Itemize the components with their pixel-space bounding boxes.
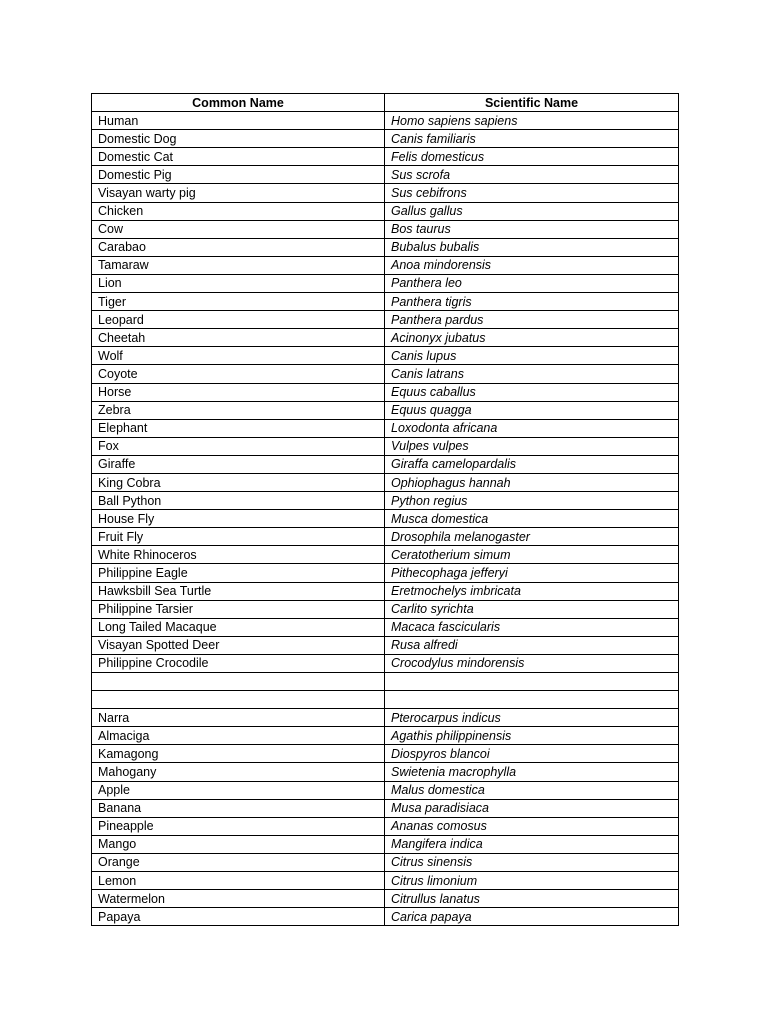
- table-row: [92, 872, 679, 890]
- common-name-cell: Elephant: [92, 419, 385, 437]
- common-name-cell: Cow: [92, 220, 385, 238]
- scientific-name-cell: Ophiophagus hannah: [385, 473, 679, 491]
- scientific-name-cell: Mangifera indica: [385, 835, 679, 853]
- scientific-name-cell: Panthera leo: [385, 274, 679, 292]
- table-row: [92, 600, 679, 618]
- scientific-name-cell: Citrus limonium: [385, 872, 679, 890]
- common-name-cell: Wolf: [92, 347, 385, 365]
- common-name-cell: Visayan Spotted Deer: [92, 636, 385, 654]
- common-name-cell: Narra: [92, 709, 385, 727]
- header-common-name: Common Name: [92, 94, 385, 112]
- common-name-cell: [92, 673, 385, 691]
- common-name-cell: Human: [92, 112, 385, 130]
- scientific-name-cell: Musca domestica: [385, 510, 679, 528]
- table-row: [92, 492, 679, 510]
- scientific-name-cell: Bubalus bubalis: [385, 238, 679, 256]
- scientific-name-cell: Citrullus lanatus: [385, 890, 679, 908]
- table-row: [92, 148, 679, 166]
- table-row: [92, 908, 679, 926]
- scientific-name-cell: Pterocarpus indicus: [385, 709, 679, 727]
- table-row: [92, 510, 679, 528]
- table-row: [92, 673, 679, 691]
- common-name-cell: [92, 691, 385, 709]
- common-name-cell: Lemon: [92, 872, 385, 890]
- scientific-name-cell: Ceratotherium simum: [385, 546, 679, 564]
- common-name-cell: Tiger: [92, 293, 385, 311]
- scientific-name-cell: Equus caballus: [385, 383, 679, 401]
- table-row: [92, 546, 679, 564]
- common-name-cell: Zebra: [92, 401, 385, 419]
- common-name-cell: Chicken: [92, 202, 385, 220]
- table-row: [92, 274, 679, 292]
- scientific-name-cell: Equus quagga: [385, 401, 679, 419]
- table-row: [92, 691, 679, 709]
- table-row: [92, 202, 679, 220]
- table-row: [92, 528, 679, 546]
- table-row: [92, 853, 679, 871]
- table-body: [92, 112, 679, 926]
- scientific-name-cell: Acinonyx jubatus: [385, 329, 679, 347]
- scientific-name-cell: Drosophila melanogaster: [385, 528, 679, 546]
- table-row: [92, 437, 679, 455]
- table-row: [92, 184, 679, 202]
- scientific-name-cell: Eretmochelys imbricata: [385, 582, 679, 600]
- common-name-cell: Papaya: [92, 908, 385, 926]
- scientific-name-cell: Ananas comosus: [385, 817, 679, 835]
- scientific-name-cell: Sus cebifrons: [385, 184, 679, 202]
- scientific-name-cell: Pithecophaga jefferyi: [385, 564, 679, 582]
- table-row: [92, 383, 679, 401]
- table-header-row: [92, 94, 679, 112]
- common-name-cell: Philippine Eagle: [92, 564, 385, 582]
- scientific-name-cell: Bos taurus: [385, 220, 679, 238]
- common-name-cell: Apple: [92, 781, 385, 799]
- scientific-name-cell: Loxodonta africana: [385, 419, 679, 437]
- common-name-cell: Leopard: [92, 311, 385, 329]
- scientific-name-cell: Swietenia macrophylla: [385, 763, 679, 781]
- scientific-name-cell: Sus scrofa: [385, 166, 679, 184]
- common-name-cell: Fruit Fly: [92, 528, 385, 546]
- scientific-name-cell: Panthera pardus: [385, 311, 679, 329]
- scientific-name-cell: Canis familiaris: [385, 130, 679, 148]
- scientific-name-cell: Canis latrans: [385, 365, 679, 383]
- table-row: [92, 582, 679, 600]
- common-name-cell: House Fly: [92, 510, 385, 528]
- table-row: [92, 455, 679, 473]
- common-name-cell: Lion: [92, 274, 385, 292]
- table-row: [92, 618, 679, 636]
- table-row: [92, 347, 679, 365]
- table-row: [92, 293, 679, 311]
- scientific-name-cell: Panthera tigris: [385, 293, 679, 311]
- header-scientific-name: Scientific Name: [385, 94, 679, 112]
- common-name-cell: Pineapple: [92, 817, 385, 835]
- common-name-cell: Cheetah: [92, 329, 385, 347]
- table-row: [92, 636, 679, 654]
- scientific-name-cell: Crocodylus mindorensis: [385, 654, 679, 672]
- table-row: [92, 890, 679, 908]
- scientific-name-cell: [385, 673, 679, 691]
- scientific-name-cell: Canis lupus: [385, 347, 679, 365]
- common-name-cell: Horse: [92, 383, 385, 401]
- scientific-name-cell: Rusa alfredi: [385, 636, 679, 654]
- table-row: [92, 130, 679, 148]
- table-row: [92, 419, 679, 437]
- table-row: [92, 166, 679, 184]
- table-row: [92, 220, 679, 238]
- common-name-cell: Banana: [92, 799, 385, 817]
- scientific-name-cell: Carlito syrichta: [385, 600, 679, 618]
- common-name-cell: Almaciga: [92, 727, 385, 745]
- common-name-cell: Domestic Dog: [92, 130, 385, 148]
- common-name-cell: Visayan warty pig: [92, 184, 385, 202]
- table-row: [92, 727, 679, 745]
- table-row: [92, 763, 679, 781]
- table-row: [92, 835, 679, 853]
- common-name-cell: Ball Python: [92, 492, 385, 510]
- scientific-name-cell: Felis domesticus: [385, 148, 679, 166]
- scientific-name-cell: [385, 691, 679, 709]
- common-name-cell: King Cobra: [92, 473, 385, 491]
- common-name-cell: Mahogany: [92, 763, 385, 781]
- table-row: [92, 709, 679, 727]
- scientific-name-cell: Macaca fascicularis: [385, 618, 679, 636]
- common-name-cell: Watermelon: [92, 890, 385, 908]
- scientific-name-cell: Agathis philippinensis: [385, 727, 679, 745]
- scientific-name-cell: Vulpes vulpes: [385, 437, 679, 455]
- table-row: [92, 238, 679, 256]
- table-row: [92, 112, 679, 130]
- common-name-cell: Carabao: [92, 238, 385, 256]
- scientific-name-cell: Carica papaya: [385, 908, 679, 926]
- table-row: [92, 564, 679, 582]
- common-name-cell: Domestic Cat: [92, 148, 385, 166]
- common-name-cell: White Rhinoceros: [92, 546, 385, 564]
- species-table: [91, 93, 679, 926]
- scientific-name-cell: Musa paradisiaca: [385, 799, 679, 817]
- common-name-cell: Coyote: [92, 365, 385, 383]
- scientific-name-cell: Diospyros blancoi: [385, 745, 679, 763]
- table-row: [92, 329, 679, 347]
- common-name-cell: Domestic Pig: [92, 166, 385, 184]
- table-row: [92, 365, 679, 383]
- table-row: [92, 799, 679, 817]
- table-row: [92, 401, 679, 419]
- scientific-name-cell: Homo sapiens sapiens: [385, 112, 679, 130]
- common-name-cell: Kamagong: [92, 745, 385, 763]
- scientific-name-cell: Gallus gallus: [385, 202, 679, 220]
- scientific-name-cell: Giraffa camelopardalis: [385, 455, 679, 473]
- table-row: [92, 781, 679, 799]
- table-row: [92, 817, 679, 835]
- common-name-cell: Tamaraw: [92, 256, 385, 274]
- common-name-cell: Philippine Tarsier: [92, 600, 385, 618]
- common-name-cell: Giraffe: [92, 455, 385, 473]
- common-name-cell: Long Tailed Macaque: [92, 618, 385, 636]
- table-row: [92, 473, 679, 491]
- scientific-name-cell: Malus domestica: [385, 781, 679, 799]
- table-row: [92, 654, 679, 672]
- table-row: [92, 311, 679, 329]
- table-row: [92, 745, 679, 763]
- table-row: [92, 256, 679, 274]
- common-name-cell: Mango: [92, 835, 385, 853]
- common-name-cell: Philippine Crocodile: [92, 654, 385, 672]
- common-name-cell: Fox: [92, 437, 385, 455]
- common-name-cell: Orange: [92, 853, 385, 871]
- scientific-name-cell: Anoa mindorensis: [385, 256, 679, 274]
- common-name-cell: Hawksbill Sea Turtle: [92, 582, 385, 600]
- scientific-name-cell: Python regius: [385, 492, 679, 510]
- scientific-name-cell: Citrus sinensis: [385, 853, 679, 871]
